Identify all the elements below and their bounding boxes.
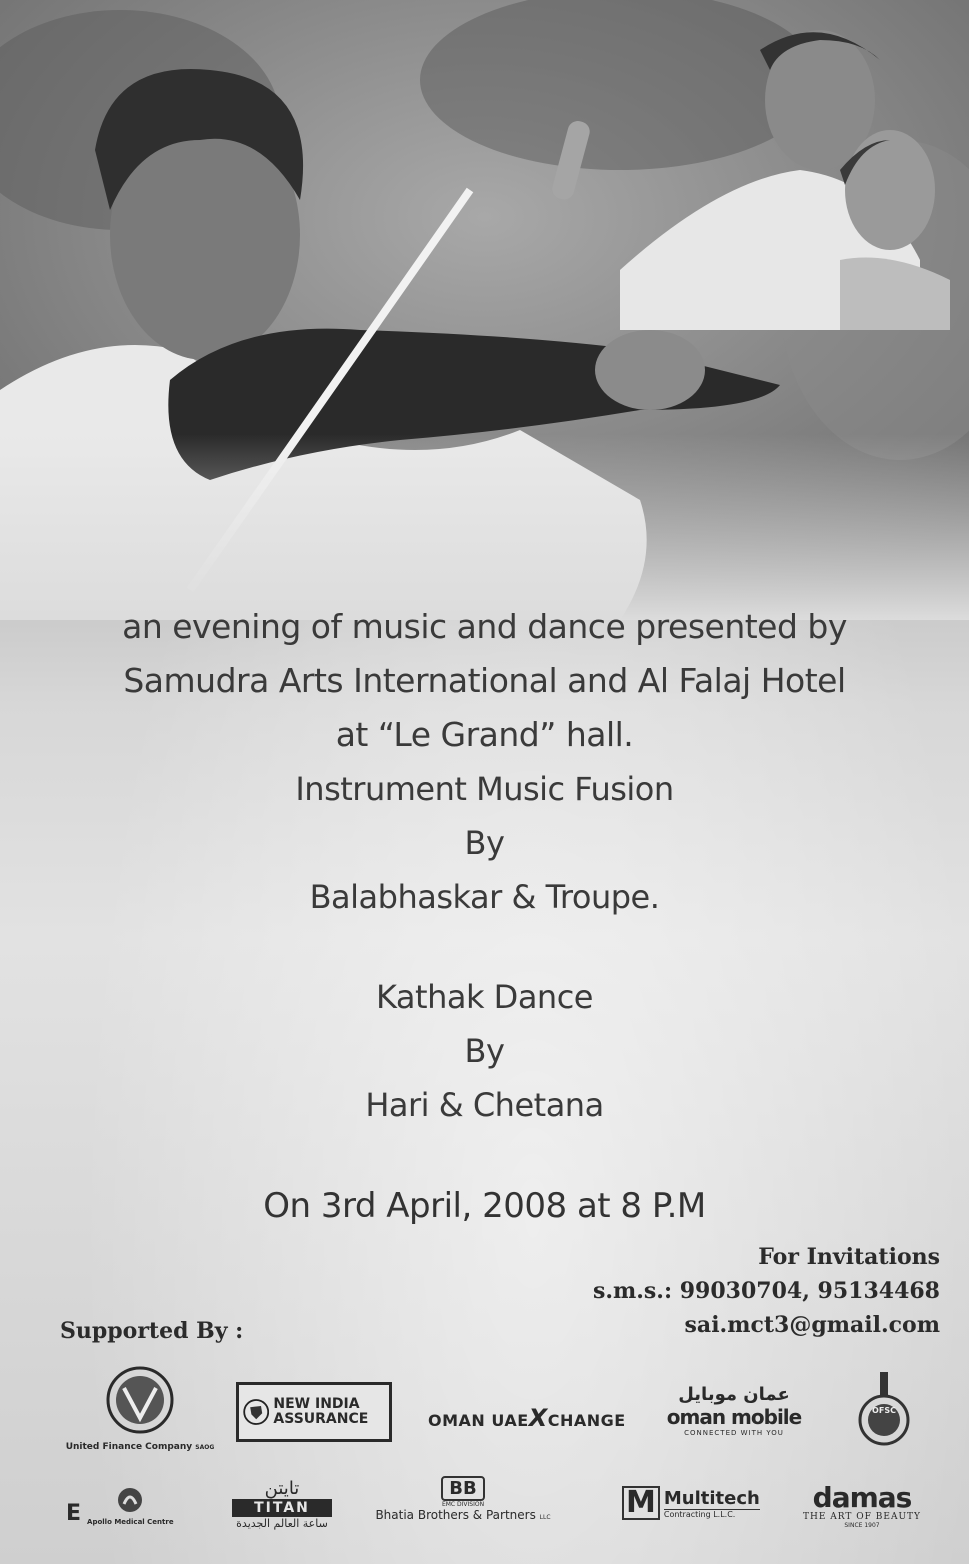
new-india-assurance-logo: [236, 1382, 392, 1442]
bhatia-brothers-logo: [368, 1476, 558, 1522]
ofsc-logo: [856, 1372, 912, 1415]
new-india-name: NEW INDIA ASSURANCE: [273, 1396, 369, 1427]
ofsc-text: OFSC: [872, 1406, 896, 1415]
act2-title: Kathak Dance: [376, 978, 593, 1016]
oman-mobile-logo: [662, 1384, 806, 1437]
invitations-sms: s.m.s.: 99030704, 95134468: [592, 1278, 940, 1304]
multitech-sub: Contracting L.L.C.: [664, 1509, 760, 1519]
oman-mobile-name: oman mobile: [666, 1405, 802, 1429]
invitations-email: sai.mct3@gmail.com: [684, 1312, 940, 1338]
united-finance-emblem-icon: [106, 1362, 174, 1438]
exchange-x-icon: X: [528, 1404, 548, 1432]
damas-name: damas: [812, 1481, 912, 1514]
act2-artist: Hari & Chetana: [365, 1086, 604, 1124]
oman-mobile-arabic: عمان موبايل: [678, 1384, 790, 1405]
apollo-e-icon: E: [66, 1501, 82, 1526]
invite-line-1: an evening of music and dance presented by: [122, 607, 847, 646]
invite-line-2: Samudra Arts International and Al Falaj Hotel: [123, 661, 846, 700]
invite-line-3: at “Le Grand” hall.: [335, 715, 634, 754]
act1-title: Instrument Music Fusion: [295, 770, 674, 808]
oman-uae-exchange-logo: [428, 1404, 626, 1432]
damas-since: SINCE 1907: [844, 1522, 880, 1529]
bhatia-name: Bhatia Brothers & Partners: [375, 1508, 536, 1522]
multitech-logo: [622, 1486, 760, 1520]
united-finance-logo: [60, 1362, 220, 1452]
apollo-medical-logo: [66, 1486, 198, 1526]
invitation-text: [0, 600, 969, 1132]
supported-by-label: Supported By :: [60, 1318, 244, 1344]
invitations-contact: [593, 1240, 940, 1342]
event-date: On 3rd April, 2008 at 8 P.M: [263, 1186, 706, 1226]
act2-by: By: [464, 1032, 505, 1070]
multitech-m-icon: M: [622, 1486, 660, 1520]
titan-arabic-top: تايتن: [264, 1478, 300, 1499]
multitech-name: Multitech: [663, 1487, 760, 1509]
united-finance-name: United Finance Company: [65, 1442, 193, 1452]
damas-tagline: THE ART OF BEAUTY: [803, 1512, 921, 1522]
titan-arabic-bottom: ساعة العالم الجديدة: [236, 1517, 328, 1530]
bhatia-suffix: LLC: [539, 1514, 551, 1521]
oman-uae-exchange-suffix: CHANGE: [547, 1411, 626, 1430]
act1-artist: Balabhaskar & Troupe.: [309, 878, 660, 916]
united-finance-suffix: SAOG: [195, 1444, 215, 1451]
performers-photo: [0, 0, 969, 620]
titan-logo: [232, 1478, 332, 1530]
titan-name: TITAN: [232, 1499, 332, 1517]
act1-by: By: [464, 824, 505, 862]
bb-division: EMC DIVISION: [441, 1501, 485, 1508]
oman-mobile-tagline: CONNECTED WITH YOU: [684, 1429, 784, 1437]
apollo-emblem-icon: [116, 1486, 144, 1514]
oman-uae-exchange-prefix: OMAN UAE: [428, 1411, 529, 1430]
new-india-emblem-icon: [243, 1390, 269, 1434]
damas-logo: [792, 1481, 932, 1529]
bb-emblem: BB: [441, 1476, 484, 1501]
apollo-name: Apollo Medical Centre: [87, 1518, 174, 1526]
invitations-heading: For Invitations: [758, 1244, 940, 1270]
